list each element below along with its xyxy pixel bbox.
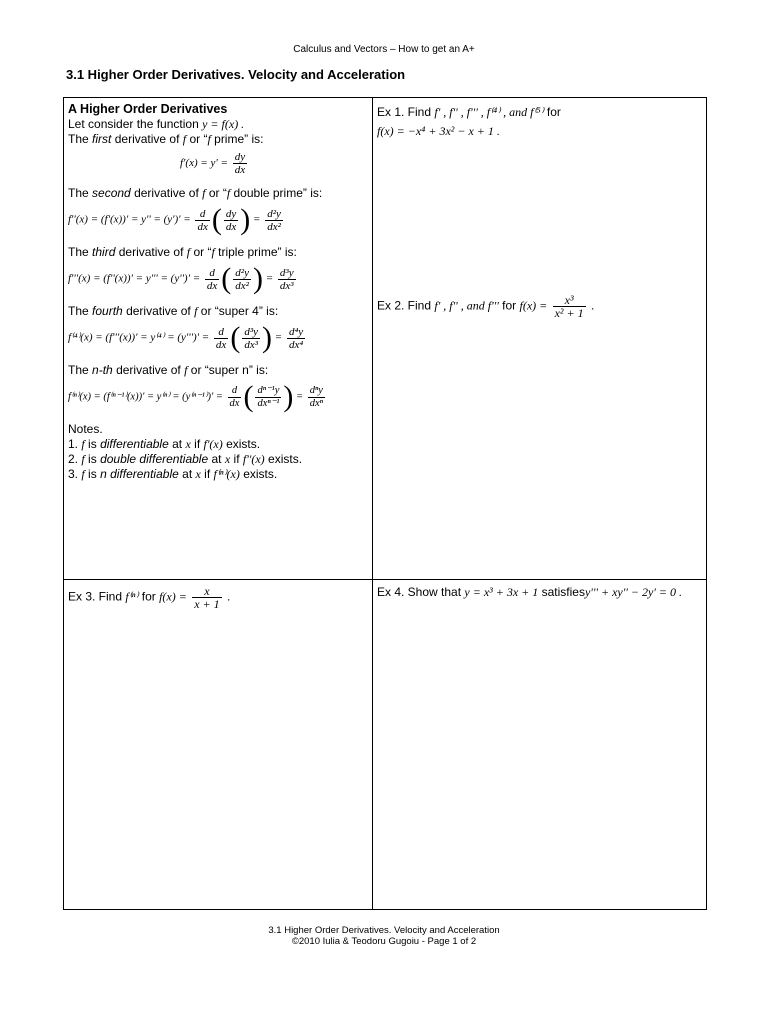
second-post: derivative of bbox=[134, 186, 199, 200]
ex3-func-num: x bbox=[192, 585, 221, 598]
third-f2: f bbox=[211, 245, 215, 259]
first-derivative-formula bbox=[180, 151, 368, 176]
fourth-dx: dx bbox=[215, 338, 227, 351]
page-footer bbox=[0, 925, 768, 947]
second-f: f bbox=[202, 186, 206, 200]
section-a-heading: A Higher Order Derivatives bbox=[68, 102, 228, 116]
ex4-function: y = x³ + 3x + 1 bbox=[464, 585, 539, 599]
note2-cond: f''(x) bbox=[242, 452, 265, 466]
nth-pre: The bbox=[68, 363, 89, 377]
ex1-prompt bbox=[377, 105, 702, 120]
fourth-result bbox=[287, 326, 305, 351]
note3-if: if bbox=[204, 467, 211, 481]
first-pre: The bbox=[68, 132, 89, 146]
nth-derivative-line bbox=[68, 363, 368, 378]
intro-function: y = f(x) . bbox=[202, 117, 245, 131]
third-inner bbox=[233, 267, 251, 292]
page-header: Calculus and Vectors – How to get an A+ bbox=[293, 44, 475, 55]
second-d: d bbox=[195, 208, 209, 221]
note1-end: exists. bbox=[226, 437, 261, 451]
nth-d: d bbox=[228, 385, 242, 398]
second-res-den: dx² bbox=[267, 220, 281, 233]
fourth-inner-den: dx³ bbox=[244, 338, 258, 351]
ex3-fraction bbox=[192, 585, 221, 610]
second-name: double prime” is: bbox=[233, 186, 323, 200]
note2-f: f bbox=[81, 452, 85, 466]
third-name: triple prime” is: bbox=[218, 245, 297, 259]
open-paren: ( bbox=[230, 321, 241, 354]
third-d-dx bbox=[205, 267, 219, 292]
third-inner-den: dx² bbox=[235, 279, 249, 292]
footer-line-1: 3.1 Higher Order Derivatives. Velocity and Acceleration bbox=[268, 925, 500, 936]
second-inner-num: dy bbox=[225, 207, 237, 220]
note2-x: x bbox=[224, 452, 231, 466]
first-post: derivative of bbox=[114, 132, 180, 146]
section-a-cell bbox=[68, 102, 368, 482]
second-f2: f bbox=[226, 186, 231, 200]
third-or: or “ bbox=[193, 245, 212, 259]
first-f2: f bbox=[207, 132, 211, 146]
ex3-for: for bbox=[141, 589, 156, 604]
nth-inner bbox=[255, 385, 281, 410]
close-paren: ) bbox=[252, 262, 263, 295]
third-inner-num: d²y bbox=[235, 266, 249, 279]
first-formula-text: f'(x) = y' = bbox=[180, 157, 228, 170]
second-result bbox=[265, 208, 283, 233]
nth-dx: dx bbox=[229, 397, 240, 409]
ex4-prompt bbox=[377, 585, 702, 600]
ex4-label: Ex 4. Show that bbox=[377, 585, 462, 599]
first-or: or “ bbox=[189, 132, 208, 146]
first-name: prime” is: bbox=[214, 132, 264, 146]
note2-num: 2. bbox=[68, 452, 79, 466]
nth-f: f bbox=[184, 363, 188, 377]
note2-at: at bbox=[211, 452, 222, 466]
ex1-terms: f' , f'' , f''' , f⁽⁴⁾ , and f⁽⁵⁾ bbox=[434, 105, 544, 119]
third-res-den: dx³ bbox=[279, 279, 294, 292]
ex2-func-num: x³ bbox=[553, 294, 586, 307]
ex2-fraction bbox=[553, 294, 586, 319]
second-derivative-formula: f''(x) = (f'(x))' = y'' = (y')' = $\frac{d}{dx}$ ( $\frac{dy}{dx}$ ) = $\frac{\text{d²y}}{\text{dx²}}$ bbox=[68, 203, 281, 236]
note-1 bbox=[68, 437, 368, 452]
third-post: derivative of bbox=[118, 245, 184, 259]
ex1-for: for bbox=[546, 105, 561, 119]
first-frac-den: dx bbox=[234, 164, 246, 176]
third-result bbox=[278, 267, 296, 292]
notes bbox=[68, 422, 368, 482]
first-word: first bbox=[92, 132, 112, 146]
ex3-prompt bbox=[68, 585, 368, 610]
fourth-inner-num: d³y bbox=[244, 325, 258, 338]
note1-is: is bbox=[88, 437, 97, 451]
second-or: or “ bbox=[208, 186, 227, 200]
second-d-dx bbox=[195, 208, 209, 233]
note1-term: differentiable bbox=[100, 437, 169, 451]
fourth-inner bbox=[242, 326, 260, 351]
note3-num: 3. bbox=[68, 467, 79, 481]
ex3-cell bbox=[68, 585, 368, 610]
fourth-d: d bbox=[214, 326, 228, 339]
third-res-num: d³y bbox=[279, 266, 294, 279]
note2-term: double differentiable bbox=[100, 452, 209, 466]
nth-res-den: dxⁿ bbox=[309, 397, 323, 409]
first-frac-num: dy bbox=[234, 151, 246, 163]
nth-derivative-formula: f⁽ⁿ⁾(x) = (f⁽ⁿ⁻¹⁾(x))' = y⁽ⁿ⁾ = (y⁽ⁿ⁻¹⁾)' = $\frac{d}{dx}$ ( $\frac{\text{dⁿ⁻¹y}}{\text{dxⁿ⁻¹}}$ ) = $\frac{\text{dⁿy}}{\text{dxⁿ}}$ bbox=[68, 380, 323, 413]
nth-post: derivative of bbox=[116, 363, 181, 377]
nth-formula-text: f⁽ⁿ⁾(x) = (f⁽ⁿ⁻¹⁾(x))' = y⁽ⁿ⁾ = (y⁽ⁿ⁻¹⁾)' = bbox=[68, 391, 223, 403]
close-paren: ) bbox=[262, 321, 272, 354]
open-paren: ( bbox=[211, 203, 222, 236]
close-paren: ) bbox=[283, 380, 294, 413]
third-pre: The bbox=[68, 245, 89, 259]
open-paren: ( bbox=[221, 262, 232, 295]
note3-at: at bbox=[182, 467, 193, 481]
third-derivative-formula: f'''(x) = (f''(x))' = y''' = (y'')' = $\frac{d}{dx}$ ( $\frac{\text{d²y}}{\text{dx²}}$ ) = $\frac{\text{d³y}}{\text{dx³}}$ bbox=[68, 262, 294, 295]
ex4-satisfies: satisfies bbox=[541, 585, 585, 599]
nth-inner-num: dⁿ⁻¹y bbox=[257, 384, 280, 396]
fourth-res-den: dx⁴ bbox=[288, 338, 304, 351]
note3-is: is bbox=[88, 467, 97, 481]
content-grid bbox=[63, 97, 707, 910]
third-formula-text: f'''(x) = (f''(x))' = y''' = (y'')' = bbox=[68, 272, 201, 285]
third-word: third bbox=[92, 245, 116, 259]
fourth-word: fourth bbox=[92, 304, 123, 318]
nth-name: or “super n” is: bbox=[190, 363, 269, 377]
ex2-func-pre: f(x) = bbox=[519, 298, 548, 313]
nth-res-num: dⁿy bbox=[309, 384, 323, 396]
note1-at: at bbox=[172, 437, 183, 451]
fourth-derivative-formula: f⁽⁴⁾(x) = (f'''(x))' = y⁽⁴⁾ = (y''')' = $\frac{d}{dx}$ ( $\frac{\text{d³y}}{\text{dx³}}$ ) = $\frac{\text{d⁴y}}{\text{dx⁴}}$ bbox=[68, 321, 304, 354]
ex3-func-den: x + 1 bbox=[194, 597, 220, 611]
intro-text: Let consider the function bbox=[68, 117, 199, 131]
note-2 bbox=[68, 452, 368, 467]
third-derivative-line bbox=[68, 245, 368, 260]
fourth-derivative-line bbox=[68, 304, 368, 319]
note2-end: exists. bbox=[268, 452, 303, 466]
note1-x: x bbox=[185, 437, 191, 451]
note1-cond: f'(x) bbox=[203, 437, 223, 451]
third-f: f bbox=[186, 245, 191, 259]
first-fraction bbox=[233, 151, 247, 176]
second-word: second bbox=[92, 186, 131, 200]
ex3-terms: f⁽ⁿ⁾ bbox=[125, 589, 139, 604]
ex2-prompt bbox=[377, 294, 702, 319]
note1-num: 1. bbox=[68, 437, 79, 451]
second-dx: dx bbox=[197, 220, 208, 233]
ex2-terms: f' , f'' , and f''' bbox=[434, 298, 499, 313]
page-title: 3.1 Higher Order Derivatives. Velocity and Acceleration bbox=[66, 67, 406, 82]
fourth-f: f bbox=[194, 304, 198, 318]
second-res-num: d²y bbox=[267, 207, 281, 220]
row-divider bbox=[64, 579, 706, 580]
fourth-pre: The bbox=[68, 304, 89, 318]
ex3-label: Ex 3. Find bbox=[68, 589, 123, 604]
fourth-formula-text: f⁽⁴⁾(x) = (f'''(x))' = y⁽⁴⁾ = (y''')' = bbox=[68, 331, 210, 344]
column-divider bbox=[372, 98, 373, 909]
note3-end: exists. bbox=[243, 467, 278, 481]
ex4-cell bbox=[377, 585, 702, 600]
third-d: d bbox=[205, 267, 219, 280]
ex1-function: f(x) = −x⁴ + 3x² − x + 1 . bbox=[377, 124, 500, 138]
fourth-res-num: d⁴y bbox=[288, 325, 304, 338]
ex4-equation: y''' + xy'' − 2y' = 0 . bbox=[584, 585, 682, 599]
ex2-cell bbox=[377, 294, 702, 319]
second-inner-den: dx bbox=[225, 220, 237, 233]
third-dx: dx bbox=[206, 279, 218, 292]
fourth-name: or “super 4” is: bbox=[200, 304, 279, 318]
second-formula-text: f''(x) = (f'(x))' = y'' = (y')' = bbox=[68, 213, 191, 226]
notes-heading: Notes. bbox=[68, 422, 103, 436]
nth-result bbox=[308, 385, 325, 410]
second-inner bbox=[224, 208, 238, 233]
fourth-post: derivative of bbox=[126, 304, 191, 318]
ex3-func-pre: f(x) = bbox=[159, 589, 187, 604]
second-pre: The bbox=[68, 186, 89, 200]
close-paren: ) bbox=[240, 203, 251, 236]
ex1-cell bbox=[377, 105, 702, 139]
note2-is: is bbox=[88, 452, 97, 466]
intro-line bbox=[68, 117, 368, 132]
fourth-d-dx bbox=[214, 326, 228, 351]
note3-x: x bbox=[195, 467, 201, 481]
note-3 bbox=[68, 467, 368, 482]
first-f: f bbox=[182, 132, 187, 146]
note1-f: f bbox=[81, 437, 85, 451]
note3-cond: f⁽ⁿ⁾(x) bbox=[213, 467, 240, 481]
ex1-label: Ex 1. Find bbox=[377, 105, 432, 119]
ex2-for: for bbox=[502, 298, 517, 313]
nth-d-dx bbox=[228, 385, 242, 410]
ex2-label: Ex 2. Find bbox=[377, 298, 432, 313]
nth-word: n-th bbox=[92, 363, 113, 377]
note3-term: n differentiable bbox=[100, 467, 179, 481]
nth-inner-den: dxⁿ⁻¹ bbox=[257, 397, 280, 409]
open-paren: ( bbox=[243, 380, 254, 413]
ex3-func-end: . bbox=[226, 589, 231, 604]
note2-if: if bbox=[233, 452, 240, 466]
note3-f: f bbox=[81, 467, 85, 481]
ex2-func-end: . bbox=[590, 298, 595, 313]
first-derivative-line bbox=[68, 132, 368, 147]
ex2-func-den: x² + 1 bbox=[554, 306, 584, 320]
second-derivative-line bbox=[68, 186, 368, 201]
footer-line-2: ©2010 Iulia & Teodoru Gugoiu - Page 1 of 2 bbox=[291, 936, 477, 947]
note1-if: if bbox=[194, 437, 201, 451]
